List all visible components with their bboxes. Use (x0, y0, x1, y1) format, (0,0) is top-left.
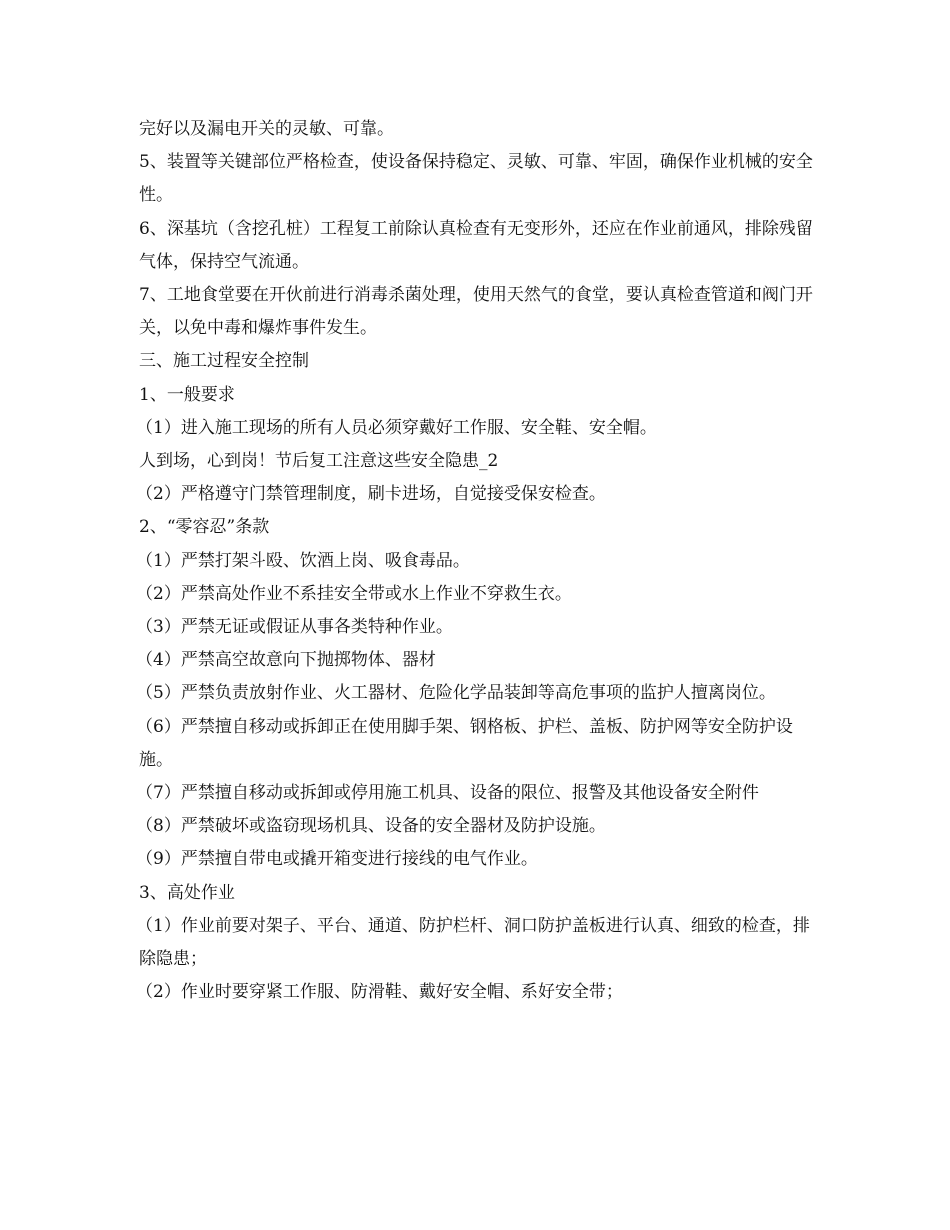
document-body (136, 113, 819, 1009)
list-item: （8）严禁破坏或盗窃现场机具、设备的安全器材及防护设施。 (136, 816, 606, 837)
list-item: （9）严禁擅自带电或撬开箱变进行接线的电气作业。 (136, 849, 538, 870)
list-item: （1）进入施工现场的所有人员必须穿戴好工作服、安全鞋、安全帽。 (136, 417, 657, 438)
subheading-zero-tolerance: 2、“零容忍”条款 (139, 517, 270, 538)
section-heading-3: 三、施工过程安全控制 (139, 351, 309, 372)
list-item: （2）作业时要穿紧工作服、防滑鞋、戴好安全帽、系好安全带； (136, 982, 623, 1003)
list-item: （5）严禁负责放射作业、火工器材、危险化学品装卸等高危事项的监护人擅离岗位。 (136, 683, 776, 704)
list-item: （1）严禁打架斗殴、饮酒上岗、吸食毒品。 (136, 550, 470, 571)
list-item: （2）严禁高处作业不系挂安全带或水上作业不穿救生衣。 (136, 583, 572, 604)
list-item: （3）严禁无证或假证从事各类特种作业。 (136, 617, 453, 638)
list-item: （2）严格遵守门禁管理制度，刷卡进场，自觉接受保安检查。 (136, 484, 606, 505)
paragraph-item-7: 7、工地食堂要在开伙前进行消毒杀菌处理，使用天然气的食堂，要认真检查管道和阀门开关，以免中毒和爆炸事件发生。 (139, 285, 813, 339)
paragraph-item-6: 6、深基坑（含挖孔桩）工程复工前除认真检查有无变形外，还应在作业前通风，排除残留气体，保持空气流通。 (139, 218, 813, 272)
inline-page-title: 人到场，心到岗！节后复工注意这些安全隐患_2 (139, 451, 499, 472)
list-item: （6）严禁擅自移动或拆卸正在使用脚手架、钢格板、护栏、盖板、防护网等安全防护设施。 (136, 716, 793, 770)
paragraph-item-5: 5、装置等关键部位严格检查，使设备保持稳定、灵敏、可靠、牢固，确保作业机械的安全性。 (139, 152, 813, 206)
subheading-general-requirements: 1、一般要求 (139, 384, 235, 405)
subheading-work-at-height: 3、高处作业 (139, 882, 235, 903)
paragraph-continuation: 完好以及漏电开关的灵敏、可靠。 (139, 119, 394, 139)
list-item: （7）严禁擅自移动或拆卸或停用施工机具、设备的限位、报警及其他设备安全附件 (136, 783, 759, 804)
list-item: （4）严禁高空故意向下抛掷物体、器材 (136, 650, 436, 671)
list-item: （1）作业前要对架子、平台、通道、防护栏杆、洞口防护盖板进行认真、细致的检查，排除隐患； (136, 915, 810, 970)
